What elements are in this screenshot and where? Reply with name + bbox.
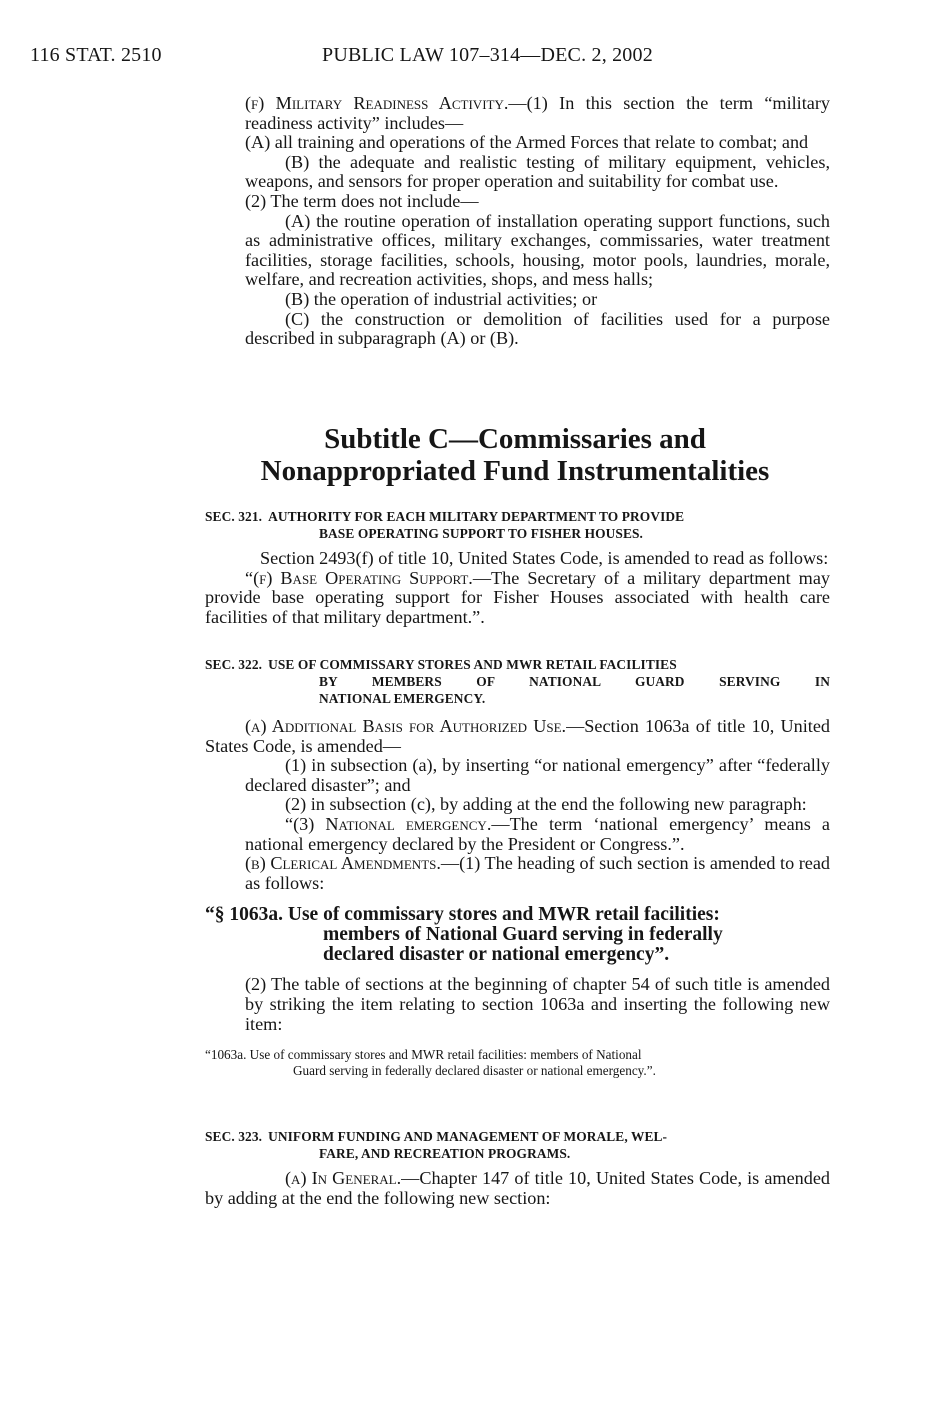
paragraph-321-2: [205, 569, 830, 628]
paragraph-322-a2: [205, 795, 830, 815]
paragraph-322-b2: [205, 975, 830, 1034]
paragraph-322-a1: [205, 756, 830, 795]
text-f2a: (A) the routine operation of installation operating support functions, such as administrative offices, military exchanges, commissaries, water treatment facilities, storage facilities, schools, housing, motor pools, laundries, morale, welfare, and recreation activities, shops, and mess halls;: [245, 210, 830, 290]
section-323-heading: [205, 1128, 830, 1162]
subtitle-line-2: Nonappropriated Fund Instrumentalities: [260, 455, 770, 487]
new-heading-line-1: “§ 1063a. Use of commissary stores and MWR retail facilities:: [205, 904, 720, 926]
text-322-b2: (2) The table of sections at the beginning of chapter 54 of such title is amended by striking the item relating to section 1063a and inserting the following new item:: [245, 974, 830, 1034]
text-321-1: Section 2493(f) of title 10, United States Code, is amended to read as follows:: [260, 548, 829, 568]
text-f1: —(1) In this section the term “military readiness activity” includes—: [245, 93, 830, 133]
text-f1a: (A) all training and operations of the Armed Forces that relate to combat; and: [245, 132, 809, 153]
caption-in-general: (a) In General.: [285, 1168, 402, 1188]
page-stat-number: 116 STAT. 2510: [30, 44, 162, 66]
section-322-title-2: BY MEMBERS OF NATIONAL GUARD SERVING IN: [319, 674, 830, 689]
paragraph-321-1: [205, 549, 830, 569]
paragraph-f2: [245, 192, 830, 212]
caption-additional-basis: (a) Additional Basis for Authorized Use.: [245, 716, 567, 736]
text-323-a: —Chapter 147 of title 10, United States Code, is amended by adding at the end the following new section:: [205, 1168, 830, 1208]
section-f-block: [245, 94, 830, 349]
text-f2: (2) The term does not include—: [245, 190, 479, 211]
section-322-title-1: USE OF COMMISSARY STORES AND MWR RETAIL FACILITIES: [268, 657, 677, 672]
subtitle-line-1: Subtitle C—Commissaries and: [324, 423, 706, 455]
section-322-title-3: NATIONAL EMERGENCY.: [319, 691, 486, 706]
section-321-heading: [205, 508, 830, 542]
section-323-number: SEC. 323.: [205, 1129, 263, 1144]
paragraph-f1: [245, 94, 830, 133]
section-321-title-2: BASE OPERATING SUPPORT TO FISHER HOUSES.: [319, 526, 643, 541]
text-f2c: (C) the construction or demolition of facilities used for a purpose described in subparagraph (A) or (B).: [245, 308, 830, 349]
section-321-title-1: AUTHORITY FOR EACH MILITARY DEPARTMENT TO PROVIDE: [268, 509, 685, 524]
caption-base-operating: “(f) Base Operating Support.: [245, 567, 473, 588]
text-322-a: —Section 1063a of title 10, United States Code, is amended—: [205, 716, 830, 756]
section-322-heading: [205, 656, 830, 707]
section-323-title-2: FARE, AND RECREATION PROGRAMS.: [319, 1146, 571, 1161]
text-f1b: (B) the adequate and realistic testing of military equipment, vehicles, weapons, and sensors for proper operation and suitability for combat use.: [245, 151, 830, 192]
paragraph-322-a3: [205, 815, 830, 854]
text-322-a2: (2) in subsection (c), by adding at the end the following new paragraph:: [285, 794, 807, 815]
text-321-2: —The Secretary of a military department may provide base operating support for Fisher Houses associated with health care facilities of that military department.”.: [205, 567, 830, 627]
table-item-line-2: Guard serving in federally declared disaster or national emergency.”.: [293, 1063, 656, 1079]
text-322-b: —(1) The heading of such section is amended to read as follows:: [245, 853, 831, 893]
section-321-number: SEC. 321.: [205, 509, 263, 524]
caption-national-emergency: “(3) National emergency.: [285, 813, 492, 834]
law-citation: PUBLIC LAW 107–314—DEC. 2, 2002: [322, 44, 653, 66]
new-section-heading: [205, 905, 830, 965]
subtitle-heading: [200, 423, 830, 487]
table-of-sections-item: [205, 1047, 830, 1079]
new-heading-line-3: declared disaster or national emergency”.: [323, 944, 670, 966]
paragraph-f1b: [245, 153, 830, 192]
text-322-a3: —The term ‘national emergency’ means a national emergency declared by the President or Congress.”.: [245, 813, 830, 854]
running-header: [0, 44, 946, 74]
section-322: [205, 656, 830, 1079]
caption-military-readiness: (f) Military Readiness Activity.: [245, 93, 509, 113]
paragraph-322-b: [205, 854, 830, 893]
section-323: [205, 1128, 830, 1208]
section-322-number: SEC. 322.: [205, 657, 263, 672]
paragraph-323-a: [205, 1169, 830, 1208]
new-heading-line-2: members of National Guard serving in federally: [323, 924, 723, 946]
section-323-title-1: UNIFORM FUNDING AND MANAGEMENT OF MORALE, WEL-: [268, 1129, 668, 1144]
paragraph-f2c: [245, 310, 830, 349]
paragraph-322-a: [205, 717, 830, 756]
paragraph-f1a: [205, 133, 830, 153]
caption-clerical-amendments: (b) Clerical Amendments.: [245, 853, 441, 874]
table-item-line-1: “1063a. Use of commissary stores and MWR retail facilities: members of National: [205, 1047, 642, 1063]
section-321: [205, 508, 830, 627]
text-322-a1: (1) in subsection (a), by inserting “or national emergency” after “federally declared disaster”; and: [245, 755, 830, 795]
paragraph-f2a: [245, 212, 830, 290]
paragraph-f2b: [245, 290, 830, 310]
text-f2b: (B) the operation of industrial activities; or: [285, 288, 598, 309]
